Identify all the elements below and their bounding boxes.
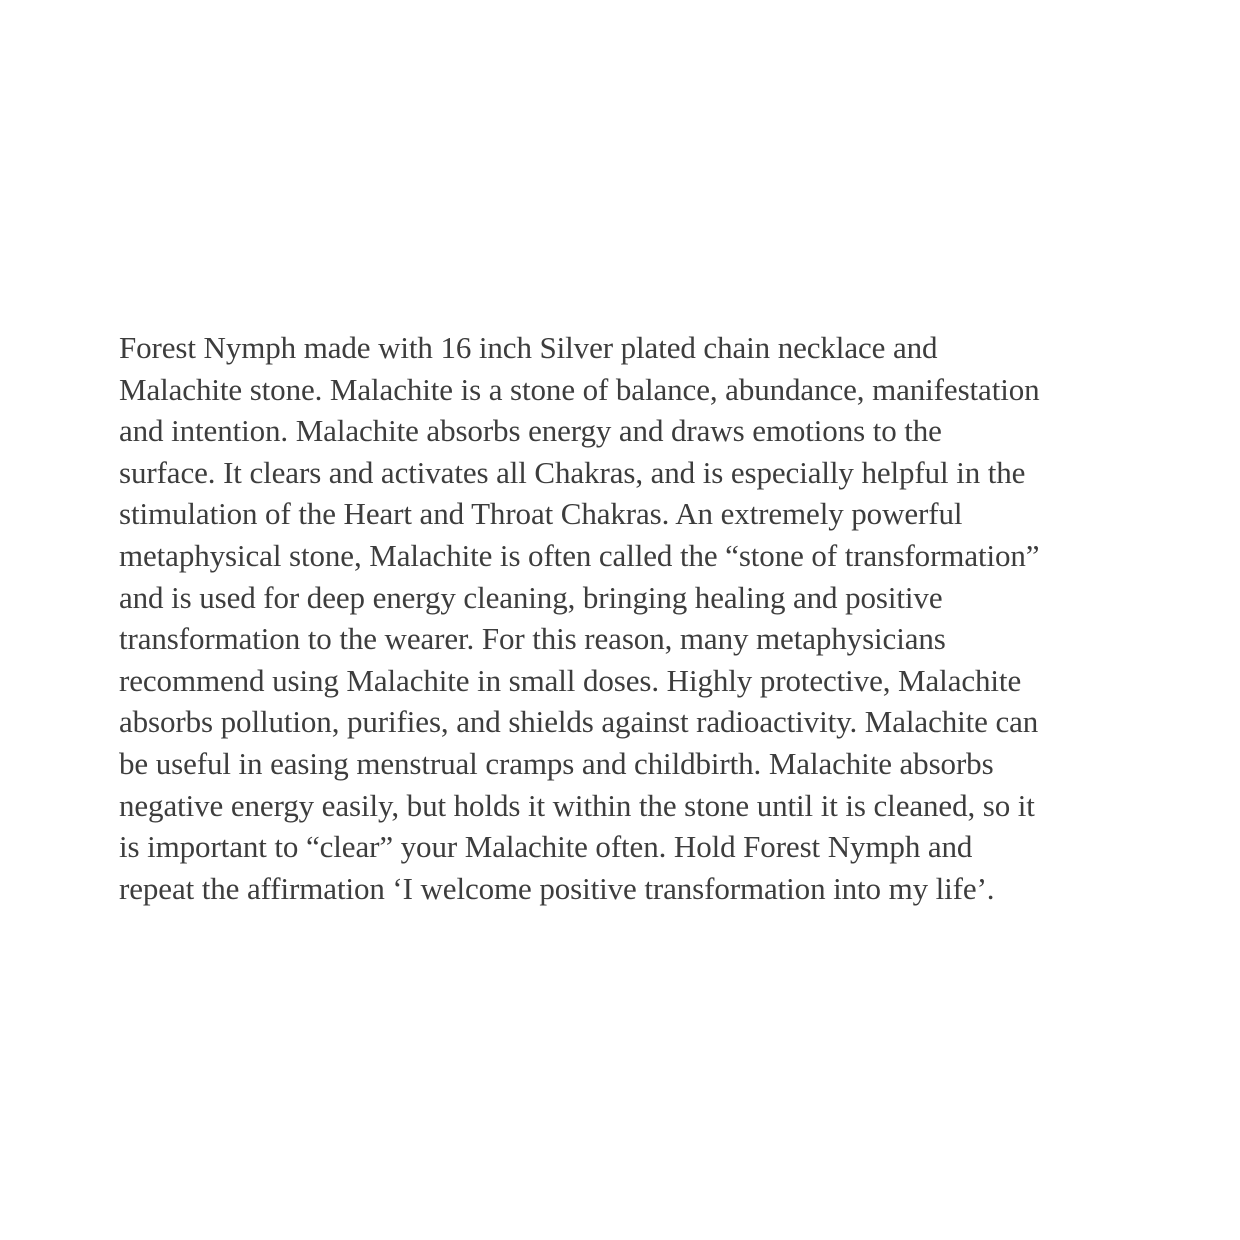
description-line: recommend using Malachite in small doses. Highly protective, Malachite (119, 662, 1022, 698)
description-line: absorbs pollution, purifies, and shields against radioactivity. Malachite can (119, 704, 1039, 740)
description-line: negative energy easily, but holds it within the stone until it is cleaned, so it (119, 787, 1035, 823)
description-line: Forest Nymph made with 16 inch Silver plated chain necklace and (119, 330, 938, 365)
description-line: transformation to the wearer. For this reason, many metaphysicians (119, 621, 946, 657)
description-line: is important to “clear” your Malachite often. Hold Forest Nymph and (119, 829, 973, 865)
description-line: and is used for deep energy cleaning, bringing healing and positive (119, 579, 943, 615)
product-description (119, 327, 1129, 909)
description-line: surface. It clears and activates all Chakras, and is especially helpful in the (119, 454, 1026, 490)
description-line: Malachite stone. Malachite is a stone of balance, abundance, manifestation (119, 371, 1040, 407)
description-line: repeat the affirmation ‘I welcome positive transformation into my life’. (119, 870, 995, 906)
description-line: be useful in easing menstrual cramps and childbirth. Malachite absorbs (119, 745, 994, 781)
description-line: stimulation of the Heart and Throat Chakras. An extremely powerful (119, 496, 963, 532)
description-line: metaphysical stone, Malachite is often called the “stone of transformation” (119, 537, 1040, 573)
description-line: and intention. Malachite absorbs energy and draws emotions to the (119, 413, 942, 449)
